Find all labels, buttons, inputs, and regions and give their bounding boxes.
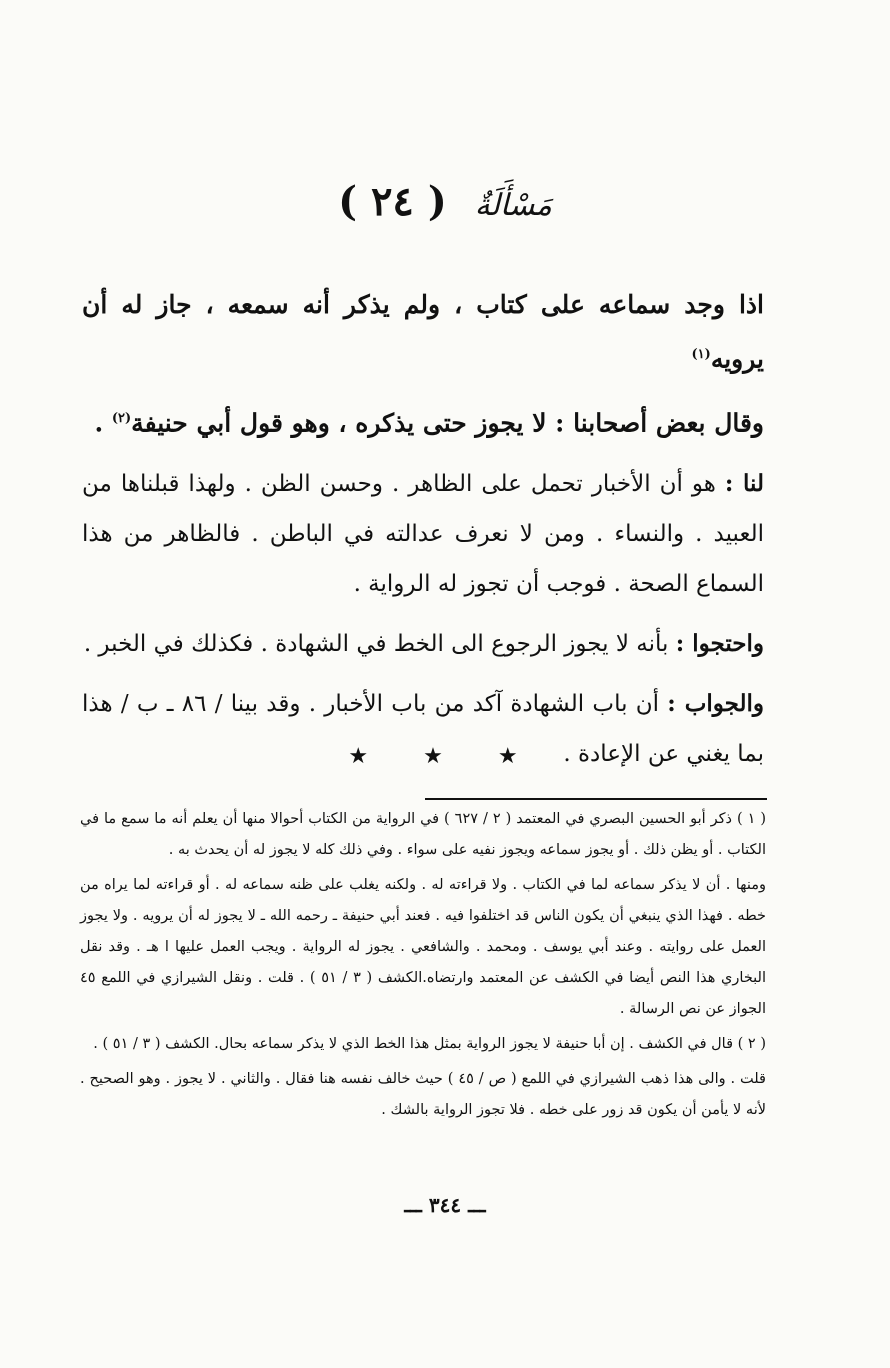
objection-label: واحتجوا : (675, 629, 764, 657)
section-separator: ★ ★ ★ (348, 744, 542, 769)
issue-line-2-end: . (94, 408, 112, 438)
argument-text: هو أن الأخبار تحمل على الظاهر . وحسن الظن . ولهذا قبلناها من العبيد . والنساء . ومن لا نعرف عدالته في الباطن . فالظاهر من هذا السماع الصحة . فوجب أن تجوز له الرواية . (82, 470, 764, 597)
argument-label: لنا : (724, 469, 764, 497)
objection-paragraph (82, 619, 764, 669)
heading-word: مَسْأَلَةٌ (474, 188, 552, 223)
issue-line-1: اذا وجد سماعه على كتاب ، ولم يذكر أنه سمعه ، جاز له أن يرويه (82, 290, 764, 374)
answer-text: أن باب الشهادة آكد من باب الأخبار . وقد بينا / ٨٦ ـ ب / هذا بما يغني عن الإعادة . (82, 690, 764, 767)
footnote-1: ( ١ ) ذكر أبو الحسين البصري في المعتمد ( ٢ / ٦٢٧ ) في الرواية من الكتاب أحوالا منها أن يعلم أنه ما سمع ما في الكتاب . أو يظن ذلك . أو يجوز سماعه ويجوز نفيه على سواء . وفي ذلك كله لا يجوز له أن يحدث به . (80, 811, 766, 858)
issue-line-2: وقال بعض أصحابنا : لا يجوز حتى يذكره ، وهو قول أبي حنيفة (131, 408, 764, 438)
argument-paragraph (82, 459, 764, 609)
heading-number: ( ٢٤ ) (338, 178, 447, 225)
issue-counter-view (82, 394, 764, 448)
objection-text: بأنه لا يجوز الرجوع الى الخط في الشهادة . فكذلك في الخبر . (83, 630, 676, 657)
footnotes (80, 804, 766, 1130)
footnote-rule (425, 798, 767, 800)
answer-label: والجواب : (667, 689, 764, 717)
footnote-ref-2: (٢) (111, 411, 132, 427)
page-number: ـــ ٣٤٤ ـــ (404, 1193, 486, 1217)
issue-heading (0, 178, 890, 225)
main-text (82, 280, 764, 789)
footnote-1-continued: ومنها . أن لا يذكر سماعه لما في الكتاب . ولا قراءته له . ولكنه يغلب على ظنه سماعه له . أو قراءته لما يراه من خطه . فهذا الذي ينبغي أن يكون الناس قد اختلفوا فيه . فعند أبي حنيفة ـ رحمه الله ـ لا يجوز له أن يرويه . ولا يجوز العمل على روايته . وعند أبي يوسف . ومحمد . والشافعي . يجوز له الرواية . ويجب العمل عليها ا هـ . وقد نقل البخاري هذا النص أيضا في الكشف عن المعتمد وارتضاه.الكشف ( ٣ / ٥١ ) . قلت . ونقل الشيرازي في اللمع ٤٥ الجواز عن نص الرسالة . (80, 877, 766, 1017)
footnote-2-continued: قلت . والى هذا ذهب الشيرازي في اللمع ( ص / ٤٥ ) حيث خالف نفسه هنا فقال . والثاني . لا يجوز . وهو الصحيح . لأنه لا يأمن أن يكون قد زور على خطه . فلا تجوز الرواية بالشك . (80, 1071, 766, 1118)
footnote-2: ( ٢ ) قال في الكشف . إن أبا حنيفة لا يجوز الرواية بمثل هذا الخط الذي لا يذكر سماعه بحال. الكشف ( ٣ / ٥١ ) . (93, 1036, 766, 1052)
footnote-ref-1: (١) (691, 347, 711, 362)
issue-statement (82, 280, 764, 384)
